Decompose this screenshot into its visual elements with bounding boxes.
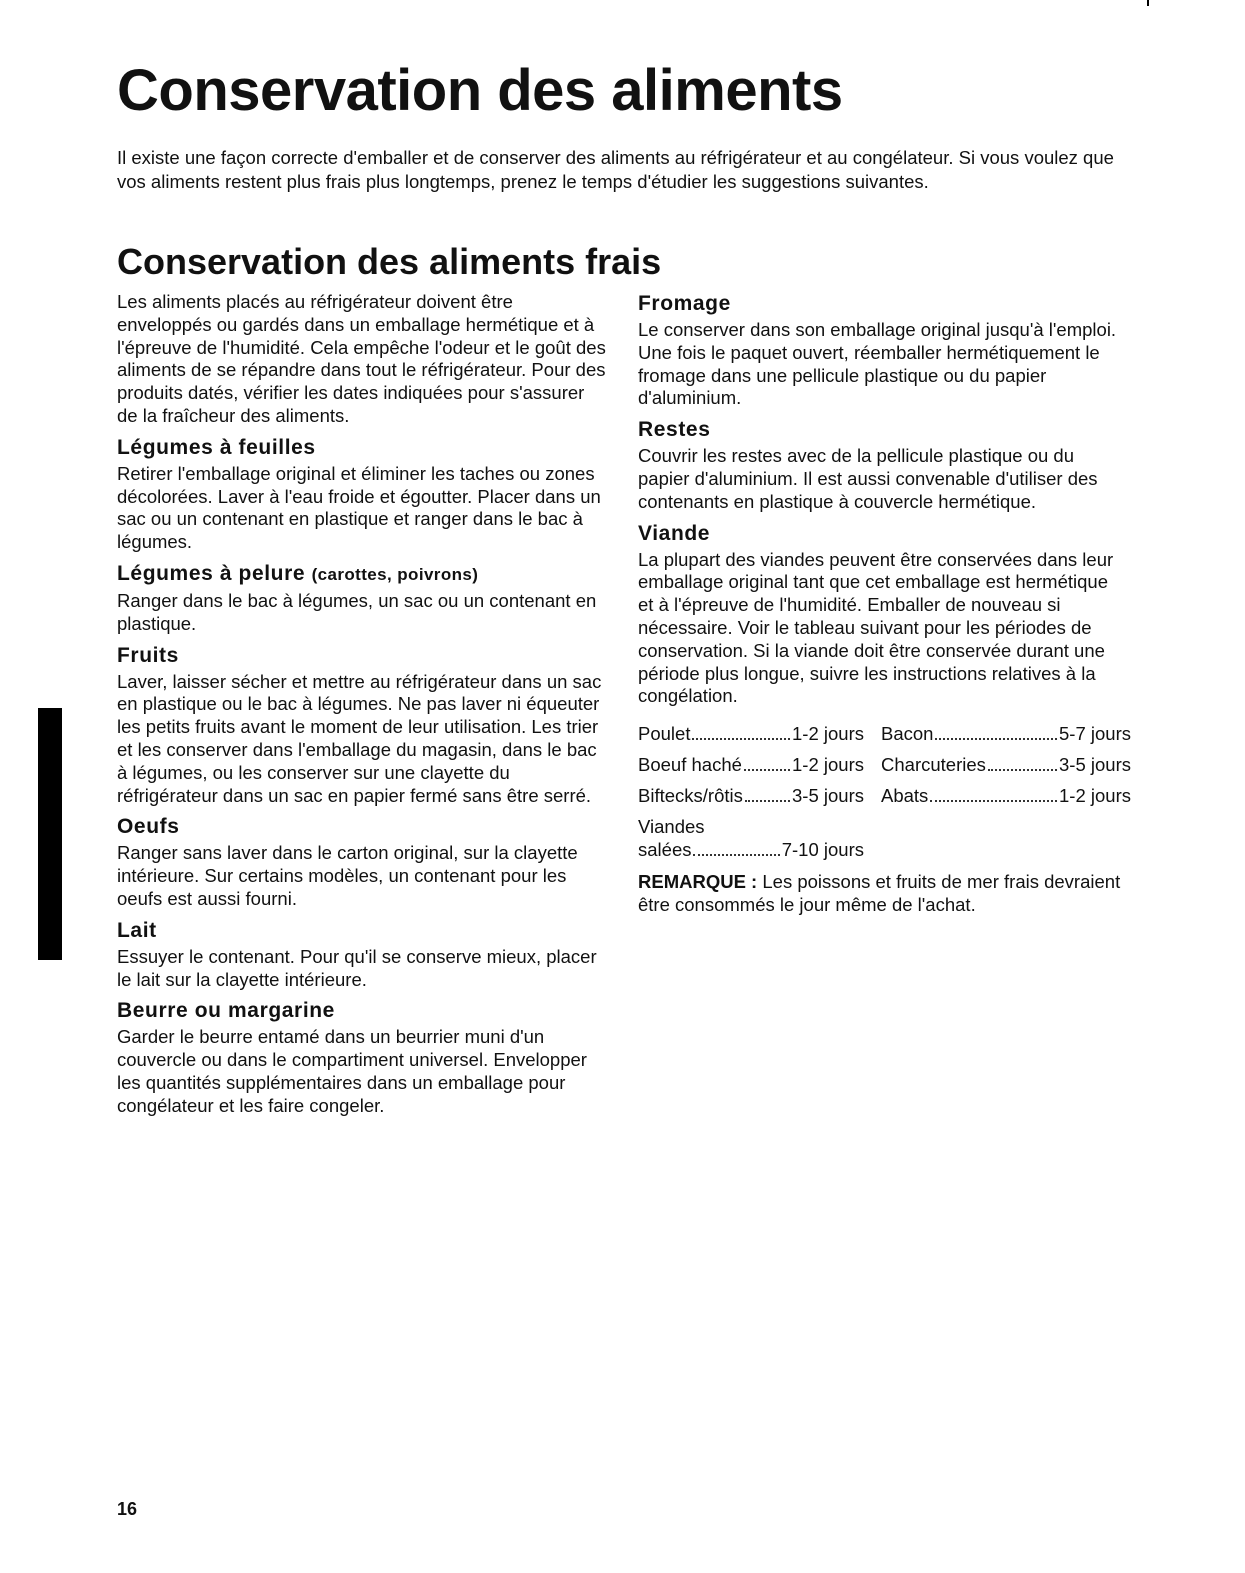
leafy-heading: Légumes à feuilles [117, 435, 316, 459]
table-time: 5-7 jours [1059, 723, 1131, 745]
corner-mark [1147, 0, 1149, 6]
table-item: Abats [881, 785, 929, 807]
table-item: Bacon [881, 723, 934, 745]
milk-text: Essuyer le contenant. Pour qu'il se conserve mieux, placer le lait sur la clayette intérieure. [117, 945, 597, 990]
table-item: Charcuteries [881, 754, 986, 776]
table-cell [881, 722, 1131, 745]
table-time: 3-5 jours [792, 785, 864, 807]
milk-heading: Lait [117, 918, 157, 942]
butter-text: Garder le beurre entamé dans un beurrier muni d'un couvercle ou dans le compartiment universel. Envelopper les quantités supplémentaires dans un emballage pour congélateur et les faire congeler. [117, 1026, 587, 1116]
intro-paragraph: Il existe une façon correcte d'emballer et de conserver des aliments au réfrigérateur et au congélateur. Si vous voulez que vos aliments restent plus frais plus longtemps, prenez le temps d'étudier les suggestions suivantes. [117, 147, 1114, 192]
table-cell [638, 784, 864, 807]
table-cell [638, 722, 864, 745]
root-heading [117, 561, 607, 588]
table-cell [881, 784, 1131, 807]
salted-line1: Viandes [638, 816, 705, 838]
table-cell [881, 753, 1131, 776]
left-intro: Les aliments placés au réfrigérateur doivent être enveloppés ou gardés dans un emballage hermétique et à l'épreuve de l'humidité. Cela empêche l'odeur et le goût des aliments de se répandre dans tout le réfrigérateur. Pour des produits datés, vérifier les dates indiquées pour s'assurer de la fraîcheur des aliments. [117, 291, 606, 426]
salted-line2: salées [638, 839, 692, 861]
note-text: Les poissons et fruits de mer frais devraient être consommés le jour même de l'achat. [638, 871, 1121, 915]
root-text: Ranger dans le bac à légumes, un sac ou un contenant en plastique. [117, 589, 597, 634]
table-item: Boeuf haché [638, 754, 742, 776]
cheese-text: Le conserver dans son emballage original jusqu'à l'emploi. Une fois le paquet ouvert, réemballer hermétiquement le fromage dans une pellicule plastique ou du papier d'aluminium. [638, 319, 1117, 409]
right-column [638, 291, 1131, 917]
leftovers-text: Couvrir les restes avec de la pellicule plastique ou du papier d'aluminium. Il est aussi convenable d'utiliser des contenants en plastique à couvercle hermétique. [638, 445, 1098, 512]
table-time: 3-5 jours [1059, 754, 1131, 776]
meat-heading: Viande [638, 521, 711, 545]
table-time: 1-2 jours [1059, 785, 1131, 807]
table-cell-salted [638, 815, 864, 861]
section-tab-marker [38, 708, 62, 960]
page-number: 16 [117, 1499, 138, 1519]
note-label: REMARQUE : [638, 871, 758, 893]
table-item: Biftecks/rôtis [638, 785, 743, 807]
salted-time: 7-10 jours [781, 839, 864, 861]
root-heading-main: Légumes à pelure [117, 561, 306, 585]
meat-storage-table [638, 722, 1131, 861]
meat-text: La plupart des viandes peuvent être conservées dans leur emballage original tant que cet emballage est hermétique et à l'épreuve de l'humidité. Emballer de nouveau si nécessaire. Voir le tableau suivant pour les périodes de conservation. Si la viande doit être conservée durant une période plus longue, suivre les instructions relatives à la congélation. [638, 548, 1114, 707]
fruits-text: Laver, laisser sécher et mettre au réfrigérateur dans un sac en plastique ou le bac à légumes. Ne pas laver ni équeuter les petits fruits avant le moment de leur utilisation. Les trier et les conserver dans l'emballage du magasin, dans le bac à légumes, ou les conserver sur une clayette du réfrigérateur dans un sac en papier fermé sans être serré. [117, 670, 602, 806]
eggs-heading: Oeufs [117, 815, 180, 839]
leafy-text: Retirer l'emballage original et éliminer les taches ou zones décolorées. Laver à l'eau froide et égoutter. Placer dans un sac ou un contenant en plastique et ranger dans le bac à légumes. [117, 462, 601, 553]
root-heading-note: (carottes, poivrons) [311, 564, 479, 584]
table-item: Poulet [638, 723, 691, 745]
eggs-text: Ranger sans laver dans le carton original, sur la clayette intérieure. Sur certains modèles, un contenant pour les oeufs est aussi fourni. [117, 842, 578, 909]
butter-heading: Beurre ou margarine [117, 999, 335, 1023]
table-cell [638, 753, 864, 776]
section-title: Conservation des aliments frais [117, 241, 662, 282]
page-title: Conservation des aliments [117, 58, 843, 123]
cheese-heading: Fromage [638, 292, 731, 315]
leftovers-heading: Restes [638, 418, 711, 442]
table-time: 1-2 jours [792, 754, 864, 776]
fruits-heading: Fruits [117, 643, 179, 667]
note [638, 871, 1128, 917]
table-time: 1-2 jours [792, 723, 864, 745]
left-column [117, 291, 607, 1118]
